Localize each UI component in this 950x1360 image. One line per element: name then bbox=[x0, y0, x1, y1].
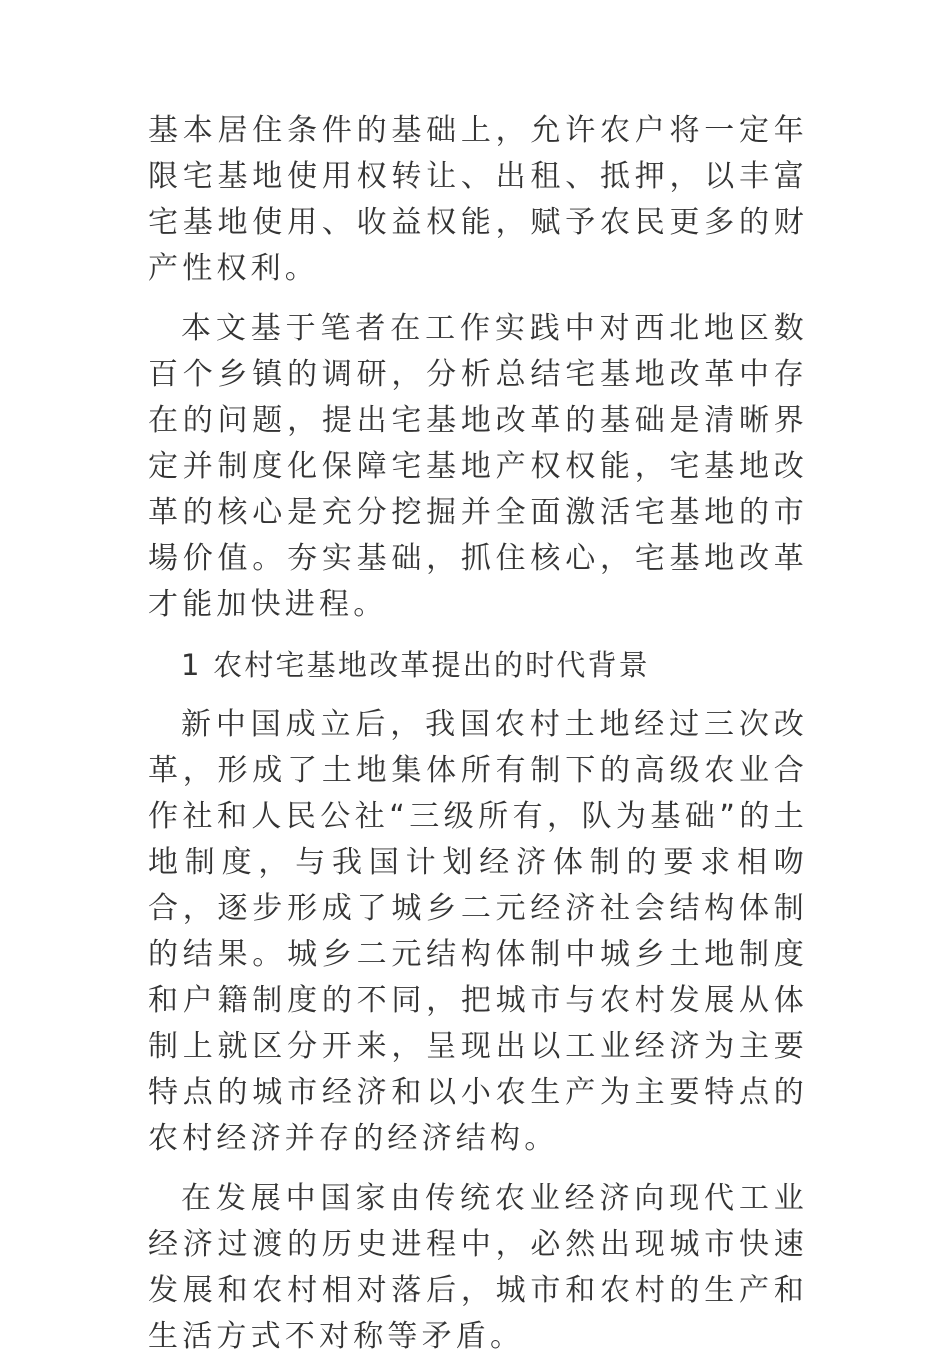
section-heading: 1 农村宅基地改革提出的时代背景 bbox=[181, 648, 650, 682]
document-body bbox=[148, 108, 808, 1360]
paragraph-development: 在发展中国家由传统农业经济向现代工业经济过渡的历史进程中，必然出现城市快速发展和农村相对落后，城市和农村的生产和生活方式不对称等矛盾。 bbox=[148, 1181, 808, 1354]
paragraph-gap bbox=[148, 628, 808, 642]
paragraph-gap bbox=[148, 688, 808, 702]
paragraph-gap bbox=[148, 1162, 808, 1176]
paragraph-history: 新中国成立后，我国农村土地经过三次改革，形成了土地集体所有制下的高级农业合作社和人民公社“三级所有，队为基础”的土地制度，与我国计划经济体制的要求相吻合，逐步形成了城乡二元经济社会结构体制的结果。城乡二元结构体制中城乡土地制度和户籍制度的不同，把城市与农村发展从体制上就区分开来，呈现出以工业经济为主要特点的城市经济和以小农生产为主要特点的农村经济并存的经济结构。 bbox=[148, 707, 808, 1156]
paragraph-intro: 本文基于笔者在工作实践中对西北地区数百个乡镇的调研，分析总结宅基地改革中存在的问题，提出宅基地改革的基础是清晰界定并制度化保障宅基地产权权能，宅基地改革的核心是充分挖掘并全面激活宅基地的市場价值。夯实基础，抓住核心，宅基地改革才能加快进程。 bbox=[148, 311, 808, 622]
paragraph-continuation: 基本居住条件的基础上，允许农户将一定年限宅基地使用权转让、出租、抵押，以丰富宅基地使用、收益权能，赋予农民更多的财产性权利。 bbox=[148, 113, 808, 286]
paragraph-gap bbox=[148, 292, 808, 306]
